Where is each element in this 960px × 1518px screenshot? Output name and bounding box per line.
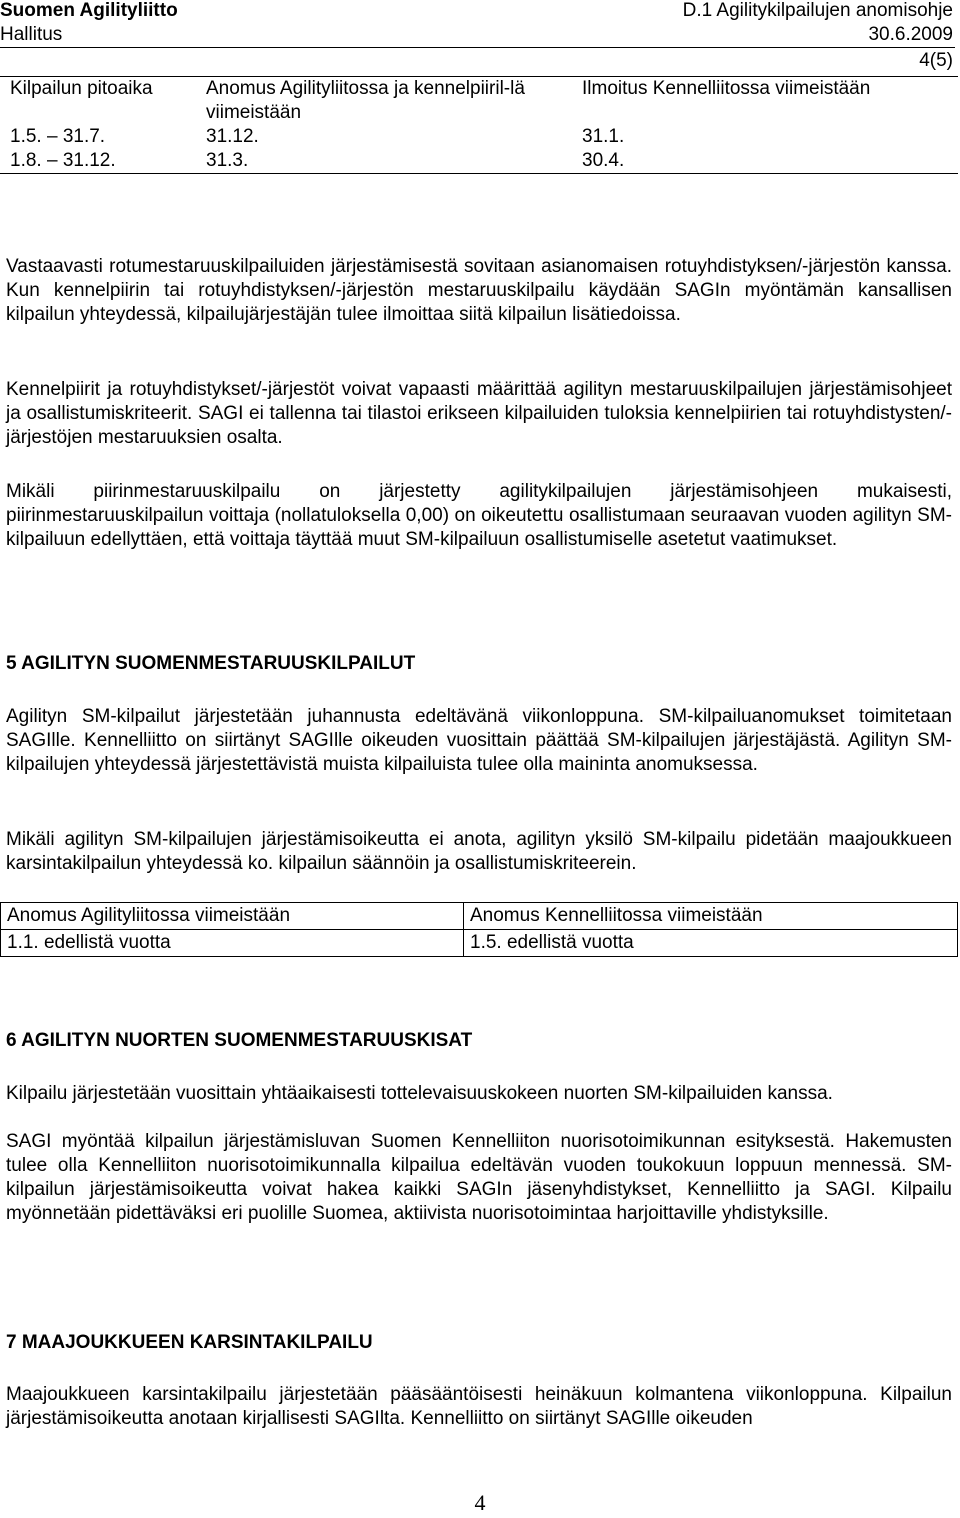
table-cell: 1.8. – 31.12.	[0, 149, 196, 174]
paragraph: SAGI myöntää kilpailun järjestämisluvan Suomen Kennelliiton nuorisotoimikunnan esityksestä. Hakemusten tulee olla Kennelliiton nuorisotoimikunnalla kilpailua edeltävän vuoden toukokuun loppuun mennessä. SM-kilpailun järjestämisoikeutta voivat hakea kaikki SAGIn jäsenyhdistykset, Kennelliitto ja SAGI. Kilpailu myönnetään pidettäväksi eri puolille Suomea, aktiivista nuorisotoimintaa harjoittaville yhdistyksille.	[6, 1131, 952, 1224]
paragraph: Vastaavasti rotumestaruuskilpailuiden järjestämisestä sovitaan asianomaisen rotuyhdistyksen/-järjestön kanssa. Kun kennelpiirin tai rotuyhdistyksen/-järjestön mestaruuskilpailu käydään SAGIn myöntämän kansallisen kilpailun yhteydessä, kilpailujärjestäjän tulee ilmoittaa siitä kilpailun lisätiedoissa.	[6, 256, 952, 325]
paragraph: Agilityn SM-kilpailut järjestetään juhannusta edeltävänä viikonloppuna. SM-kilpailuanomukset toimitetaan SAGIlle. Kennelliitto on siirtänyt SAGIlle oikeuden vuosittain päättää SM-kilpailujen järjestäjästä. Agilityn SM-kilpailujen yhteydessä järjestettävistä muista kilpailuista tulee olla maininta anomuksessa.	[6, 706, 952, 775]
table-cell: 31.1.	[582, 126, 625, 147]
paragraph: Mikäli piirinmestaruuskilpailu on järjestetty agilitykilpailujen järjestämisohjeen mukaisesti, piirinmestaruuskilpailun voittaja (nollatuloksella 0,00) on oikeutettu osallistumaan seuraavan vuoden agilityn SM-kilpailuun edellyttäen, että voittaja täyttää muut SM-kilpailuun osallistumiselle asetetut vaatimukset.	[6, 481, 952, 550]
application-table	[0, 902, 958, 957]
table-header-cell: Anomus Kennelliitossa viimeistään	[464, 903, 958, 930]
section-heading: 5 AGILITYN SUOMENMESTARUUSKILPAILUT	[6, 653, 416, 674]
table-header-cell: Ilmoitus Kennelliitossa viimeistään	[572, 77, 958, 126]
page-count: 4(5)	[919, 50, 953, 71]
document-date: 30.6.2009	[868, 24, 953, 45]
section-heading: 7 MAAJOUKKUEEN KARSINTAKILPAILU	[6, 1332, 373, 1353]
table-header-cell: Anomus Agilityliitossa viimeistään	[1, 903, 464, 930]
document-title: D.1 Agilitykilpailujen anomisohje	[682, 0, 953, 21]
department: Hallitus	[0, 24, 63, 45]
paragraph: Kilpailu järjestetään vuosittain yhtäaikaisesti tottelevaisuuskokeen nuorten SM-kilpailuiden kanssa.	[6, 1083, 833, 1104]
org-name: Suomen Agilityliitto	[0, 0, 178, 21]
table-header-cell: Anomus Agilityliitossa ja kennelpiiril-lä viimeistään	[196, 77, 572, 126]
paragraph: Maajoukkueen karsintakilpailu järjestetään pääsääntöisesti heinäkuun kolmantena viikonloppuna. Kilpailun järjestämisoikeutta anotaan kirjallisesti SAGIlta. Kennelliitto on siirtänyt SAGIlle oikeuden	[6, 1384, 952, 1429]
table-cell: 1.5. edellistä vuotta	[464, 930, 958, 957]
table-header-row	[0, 77, 958, 126]
table-cell: 1.1. edellistä vuotta	[1, 930, 464, 957]
table-row	[1, 930, 958, 957]
table-cell: 1.5. – 31.7.	[10, 126, 106, 147]
header-rule	[0, 47, 955, 48]
paragraph: Mikäli agilityn SM-kilpailujen järjestämisoikeutta ei anota, agilityn yksilö SM-kilpailu pidetään maajoukkueen karsintakilpailun yhteydessä ko. kilpailun säännöin ja osallistumiskriteerein.	[6, 829, 952, 874]
schedule-table	[0, 76, 958, 174]
table-row	[0, 149, 958, 174]
table-cell: 31.12.	[206, 126, 259, 147]
table-header-cell: Kilpailun pitoaika	[0, 77, 196, 126]
table-cell: 31.3.	[196, 149, 572, 174]
paragraph: Kennelpiirit ja rotuyhdistykset/-järjestöt voivat vapaasti määrittää agilityn mestaruuskilpailujen järjestämisohjeet ja osallistumiskriteerit. SAGI ei tallenna tai tilastoi erikseen kilpailuiden tuloksia kennelpiirien tai rotuyhdistysten/-järjestöjen mestaruuksien osalta.	[6, 379, 952, 448]
table-row	[0, 125, 958, 149]
table-header-row	[1, 903, 958, 930]
table-cell: 30.4.	[572, 149, 958, 174]
section-heading: 6 AGILITYN NUORTEN SUOMENMESTARUUSKISAT	[6, 1030, 473, 1051]
page-number: 4	[474, 1490, 486, 1515]
